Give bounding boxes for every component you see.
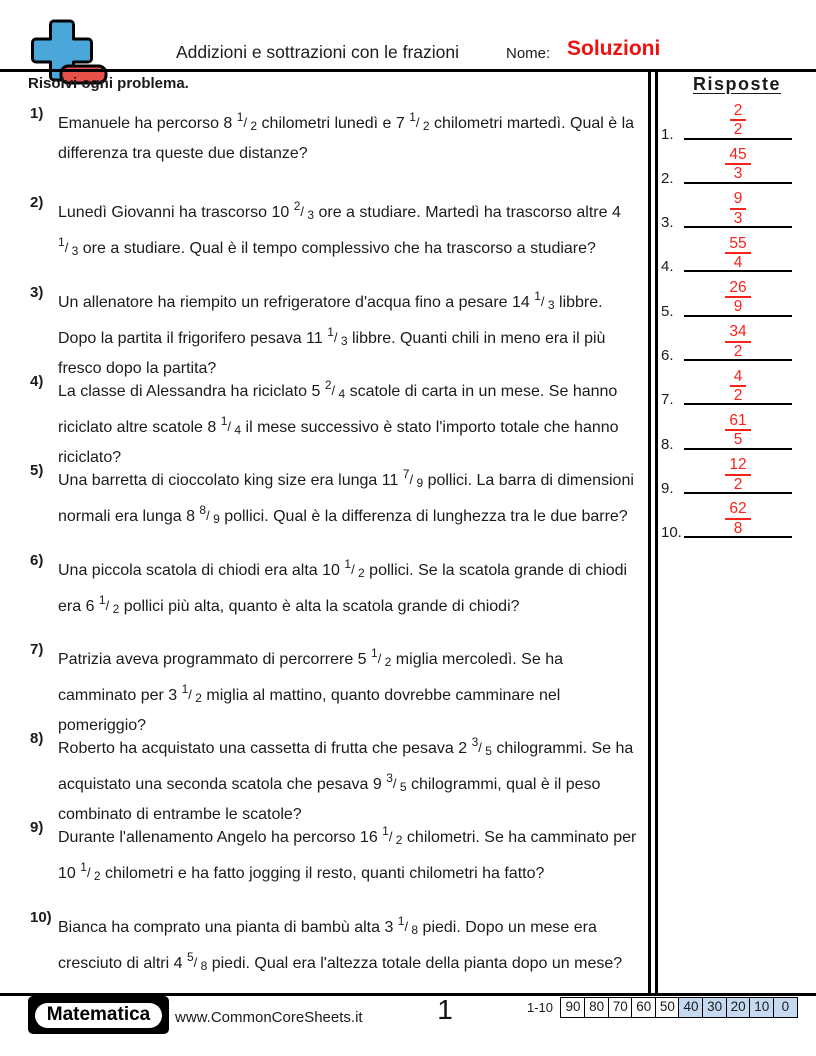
answer-fraction	[684, 235, 792, 272]
score-cells	[562, 997, 798, 1018]
answer-fraction-numerator: 62	[729, 500, 747, 518]
fraction-numerator: 5	[186, 949, 194, 964]
fraction	[371, 645, 392, 669]
fraction-numerator: 1	[220, 413, 228, 428]
fraction-slash: /	[404, 918, 409, 934]
answer-fraction	[684, 500, 792, 537]
answer-fraction	[684, 456, 792, 493]
fraction-denominator: 3	[68, 244, 79, 259]
problem-item	[30, 193, 642, 265]
brand-badge	[28, 996, 169, 1034]
answer-fraction-stack	[730, 368, 747, 405]
fraction-slash: /	[188, 686, 192, 702]
fraction-slash: /	[415, 115, 420, 130]
fraction-denominator: 2	[90, 869, 101, 884]
score-cell: 50	[655, 997, 680, 1018]
score-cell: 80	[584, 997, 609, 1018]
fraction-slash: /	[300, 204, 305, 220]
problem-item	[30, 640, 642, 739]
fraction	[327, 324, 348, 348]
problem-text: Emanuele ha percorso 8 $^1$/ 2 chilometri lunedì e 7 $^1$/ 2 chilometri martedì. Qual è la differenza tra queste due distanze?	[58, 110, 635, 162]
answer-fraction-numerator: 34	[729, 323, 747, 341]
fraction	[402, 467, 424, 491]
fraction-numerator: 1	[58, 235, 65, 250]
answer-number: 4.	[661, 258, 674, 276]
fraction-slash: /	[351, 561, 355, 577]
answers-divider-line	[648, 72, 651, 993]
fraction-slash: /	[243, 115, 248, 130]
fraction	[98, 592, 120, 616]
fraction-numerator: 2	[324, 377, 332, 392]
problem-number: 9)	[30, 819, 44, 837]
fraction-slash: /	[64, 240, 69, 256]
answer-number: 1.	[661, 125, 674, 143]
problem-item	[30, 908, 642, 980]
fraction-numerator: 1	[80, 860, 87, 875]
score-cell: 20	[726, 997, 751, 1018]
answer-fraction-denominator: 3	[733, 165, 743, 183]
answer-number: 6.	[661, 347, 674, 364]
answer-number: 7.	[661, 391, 674, 409]
answer-fraction-numerator: 9	[733, 190, 743, 208]
problem-number: 7)	[30, 640, 44, 658]
problem-text: Lunedì Giovanni ha trascorso 10 $^2$/ 3 ore a studiare. Martedì ha trascorso altre 4 $^1$/ 3 ore a studiare. Qual è il tempo complessivo che ha trascorso a studiare?	[58, 199, 621, 259]
answer-fraction-stack	[725, 323, 750, 360]
fraction-numerator: 3	[386, 771, 393, 786]
fraction-denominator: 2	[381, 654, 392, 669]
fraction-slash: /	[478, 740, 482, 756]
fraction-slash: /	[333, 329, 338, 345]
fraction-slash: /	[193, 954, 198, 970]
answer-fraction-stack	[730, 190, 747, 227]
answer-fraction	[684, 102, 792, 139]
fraction	[397, 913, 419, 937]
answer-fraction	[684, 412, 792, 449]
problem-item	[30, 818, 642, 890]
score-cell: 70	[608, 997, 633, 1018]
fraction-slash: /	[105, 597, 110, 613]
answer-number: 5.	[661, 302, 674, 320]
answer-number: 8.	[661, 435, 674, 453]
fraction-numerator: 1	[382, 824, 389, 839]
fraction	[324, 377, 346, 401]
problem-number: 4)	[30, 372, 44, 390]
fraction-denominator: 2	[392, 833, 403, 848]
fraction-slash: /	[86, 865, 91, 881]
fraction-numerator: 1	[236, 110, 244, 124]
answer-fraction-denominator: 2	[733, 121, 743, 139]
fraction-denominator: 4	[231, 422, 242, 437]
problem-item	[30, 729, 642, 828]
answer-fraction-stack	[725, 456, 750, 493]
problem-text: Una barretta di cioccolato king size era lunga 11 $^7$/ 9 pollici. La barra di dimensioni normali era lunga 8 $^8$/ 9 pollici. Qual è la differenza di lunghezza tra le due barre?	[58, 467, 634, 527]
fraction-denominator: 5	[481, 744, 492, 759]
fraction-numerator: 1	[397, 913, 405, 928]
brand-name: Matematica	[35, 1003, 163, 1028]
problem-number: 10)	[30, 908, 52, 926]
worksheet-title: Addizioni e sottrazioni con le frazioni	[175, 42, 460, 62]
answer-fraction-numerator: 45	[729, 146, 747, 164]
fraction-denominator: 2	[419, 119, 430, 133]
answer-fraction	[684, 146, 792, 183]
answer-fraction-denominator: 8	[733, 519, 743, 537]
answer-fraction-numerator: 61	[729, 411, 747, 429]
fraction	[409, 110, 430, 133]
answer-row	[656, 228, 804, 276]
fraction-slash: /	[540, 293, 545, 309]
answers-column-title: Risposte	[692, 74, 782, 94]
fraction-denominator: 2	[191, 690, 202, 705]
name-value: Soluzioni	[567, 37, 661, 60]
problem-text: Durante l'allenamento Angelo ha percorso 16 $^1$/ 2 chilometri. Se ha camminato per 10 $^1$/ 2 chilometri e ha fatto jogging il resto, quanti chilometri ha fatto?	[58, 824, 637, 884]
answer-fraction	[684, 279, 792, 316]
answer-fraction-denominator: 2	[733, 386, 743, 404]
page-number: 1	[437, 994, 453, 1025]
score-cell: 60	[631, 997, 656, 1018]
answer-row	[656, 361, 804, 409]
fraction-numerator: 3	[471, 735, 479, 750]
fraction-numerator: 1	[371, 645, 378, 660]
fraction-numerator: 1	[98, 592, 106, 607]
score-cell: 90	[560, 997, 585, 1018]
answer-number: 9.	[661, 479, 674, 497]
answer-fraction-denominator: 2	[733, 475, 743, 493]
answer-row	[656, 494, 804, 542]
answer-fraction-stack	[725, 500, 750, 537]
answer-row	[656, 184, 804, 232]
problem-number: 8)	[30, 730, 44, 748]
answer-fraction	[684, 368, 792, 405]
fraction-numerator: 1	[534, 288, 541, 303]
fraction-slash: /	[392, 776, 397, 792]
fraction-denominator: 3	[304, 208, 315, 223]
score-cell: 40	[678, 997, 703, 1018]
fraction-slash: /	[227, 418, 232, 434]
fraction-denominator: 9	[209, 512, 220, 527]
problem-number: 3)	[30, 283, 44, 301]
answer-number: 2.	[661, 169, 674, 187]
answer-fraction	[684, 190, 792, 227]
problem-number: 5)	[30, 462, 44, 480]
answer-fraction-numerator: 26	[729, 278, 747, 296]
fraction	[534, 288, 555, 312]
answer-fraction-denominator: 3	[733, 209, 743, 227]
fraction	[199, 503, 220, 527]
answer-fraction-stack	[725, 235, 750, 272]
problem-item	[30, 104, 642, 167]
answer-fraction-stack	[730, 102, 747, 139]
problem-number: 6)	[30, 551, 44, 569]
fraction-slash: /	[388, 829, 393, 845]
fraction	[186, 949, 208, 973]
fraction	[236, 110, 258, 133]
name-label: Nome:	[506, 45, 551, 62]
answer-fraction-denominator: 5	[733, 431, 743, 449]
answer-fraction-stack	[725, 279, 750, 316]
answer-fraction-numerator: 55	[729, 234, 747, 252]
score-strip	[527, 997, 798, 1018]
fraction-slash: /	[206, 508, 210, 524]
answer-row	[656, 273, 804, 320]
score-range-label: 1-10	[527, 1000, 554, 1015]
problem-text: Roberto ha acquistato una cassetta di frutta che pesava 2 $^3$/ 5 chilogrammi. Se ha acquistato una seconda scatola che pesava 9 $^3$/ 5 chilogrammi, qual è il peso combinato di entrambe le scatole?	[58, 735, 634, 824]
problem-item	[30, 283, 642, 382]
problem-text: Una piccola scatola di chiodi era alta 10 $^1$/ 2 pollici. Se la scatola grande di chiodi era 6 $^1$/ 2 pollici più alta, quanto è alta la scatola grande di chiodi?	[58, 556, 628, 616]
fraction-denominator: 5	[396, 780, 407, 795]
fraction-denominator: 2	[109, 601, 120, 616]
answer-fraction-denominator: 9	[733, 298, 743, 316]
problem-text: La classe di Alessandra ha riciclato 5 $^2$/ 4 scatole di carta in un mese. Se hanno riciclato altre scatole 8 $^1$/ 4 il mese successivo è stato l'importo totale che hanno riciclato?	[58, 377, 619, 466]
fraction	[293, 199, 315, 223]
problem-text: Bianca ha comprato una pianta di bambù alta 3 $^1$/ 8 piedi. Dopo un mese era cresciuto di altri 4 $^5$/ 8 piedi. Qual era l'altezza totale della pianta dopo un mese?	[58, 913, 623, 973]
fraction-denominator: 2	[354, 565, 365, 580]
fraction	[220, 413, 242, 437]
fraction	[386, 771, 407, 795]
answer-fraction-numerator: 2	[733, 101, 743, 119]
answer-row	[656, 317, 804, 364]
fraction	[80, 860, 101, 884]
fraction-numerator: 1	[409, 110, 416, 124]
header-rule	[0, 69, 816, 72]
answer-fraction-stack	[725, 412, 750, 449]
answer-fraction-stack	[725, 146, 750, 183]
fraction-numerator: 7	[402, 467, 410, 482]
fraction-denominator: 8	[197, 958, 208, 973]
answer-fraction	[684, 323, 792, 360]
fraction-slash: /	[331, 382, 336, 398]
fraction	[382, 824, 403, 848]
score-cell: 0	[773, 997, 798, 1018]
answer-row	[656, 406, 804, 453]
fraction-numerator: 1	[344, 556, 352, 571]
answer-row	[656, 96, 804, 143]
instruction-text: Risolvi ogni problema.	[28, 75, 189, 92]
problem-item	[30, 372, 642, 471]
answer-fraction-numerator: 4	[733, 367, 743, 385]
problem-text: Patrizia aveva programmato di percorrere 5 $^1$/ 2 miglia mercoledì. Se ha camminato per 3 $^1$/ 2 miglia al mattino, quanto dovrebbe camminare nel pomeriggio?	[58, 645, 563, 734]
fraction-numerator: 8	[199, 503, 207, 518]
website-url: www.CommonCoreSheets.it	[175, 1009, 363, 1026]
fraction-numerator: 1	[181, 681, 189, 696]
fraction-denominator: 9	[413, 476, 424, 491]
fraction	[58, 235, 79, 259]
problem-text: Un allenatore ha riempito un refrigeratore d'acqua fino a pesare 14 $^1$/ 3 libbre. Dopo la partita il frigorifero pesava 11 $^1$/ 3 libbre. Quanti chili in meno era il più fresco dopo la partita?	[58, 288, 606, 377]
fraction	[471, 735, 492, 759]
answer-number: 3.	[661, 214, 674, 232]
fraction-denominator: 3	[544, 297, 555, 312]
problem-number: 1)	[30, 105, 44, 122]
fraction-slash: /	[409, 472, 414, 488]
problem-number: 2)	[30, 194, 44, 212]
problem-item	[30, 461, 642, 533]
answer-row	[656, 450, 804, 497]
score-cell: 10	[749, 997, 774, 1018]
problem-item	[30, 551, 642, 623]
fraction-slash: /	[377, 650, 382, 666]
fraction	[344, 556, 365, 580]
fraction-numerator: 2	[293, 199, 301, 214]
fraction-denominator: 3	[337, 333, 348, 348]
answer-fraction-denominator: 2	[733, 342, 743, 360]
fraction-denominator: 2	[247, 119, 258, 133]
fraction-denominator: 4	[335, 386, 346, 401]
answer-fraction-numerator: 12	[729, 456, 747, 474]
answer-number: 10.	[661, 524, 682, 542]
answer-fraction-denominator: 4	[733, 254, 743, 272]
fraction-numerator: 1	[327, 324, 334, 339]
fraction-denominator: 8	[408, 922, 419, 937]
answer-row	[656, 140, 804, 187]
fraction	[181, 681, 202, 705]
score-cell: 30	[702, 997, 727, 1018]
